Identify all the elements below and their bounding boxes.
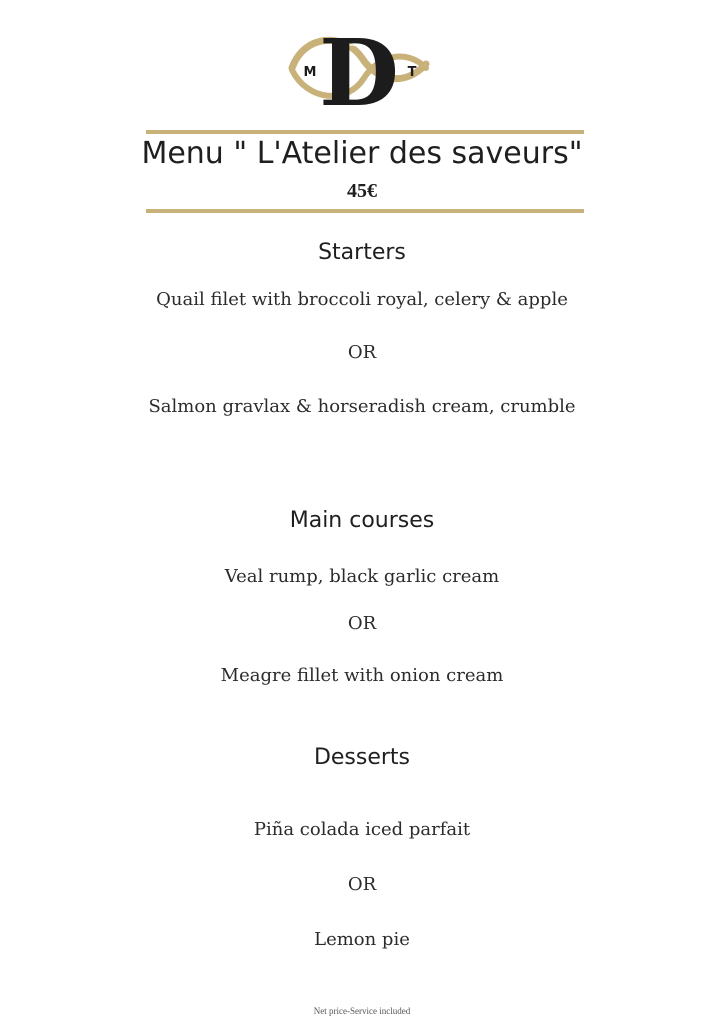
- footer-note: Net price-Service included: [313, 1006, 411, 1016]
- menu-separator-or: OR: [347, 342, 377, 363]
- menu-separator-or: OR: [347, 874, 377, 895]
- menu-title: Menu " L'Atelier des saveurs": [141, 136, 583, 171]
- logo-letter-m: M: [303, 65, 317, 80]
- menu-item: Lemon pie: [314, 929, 410, 950]
- restaurant-logo: [284, 22, 434, 112]
- menu-item: Piña colada iced parfait: [253, 819, 471, 840]
- menu-separator-or: OR: [347, 613, 377, 634]
- menu-item: Meagre fillet with onion cream: [220, 665, 504, 686]
- section-heading-main-courses: Main courses: [289, 508, 435, 533]
- logo-letter-d: D: [319, 22, 399, 112]
- section-heading-starters: Starters: [318, 240, 406, 265]
- gold-rule-bottom: [146, 209, 584, 213]
- gold-rule-top: [146, 130, 584, 134]
- logo-letter-t: T: [407, 65, 417, 80]
- menu-item: Quail filet with broccoli royal, celery & apple: [156, 289, 568, 310]
- section-heading-desserts: Desserts: [313, 745, 411, 770]
- menu-price: 45€: [347, 180, 377, 202]
- menu-item: Salmon gravlax & horseradish cream, crumble: [148, 396, 576, 417]
- menu-item: Veal rump, black garlic cream: [224, 566, 500, 587]
